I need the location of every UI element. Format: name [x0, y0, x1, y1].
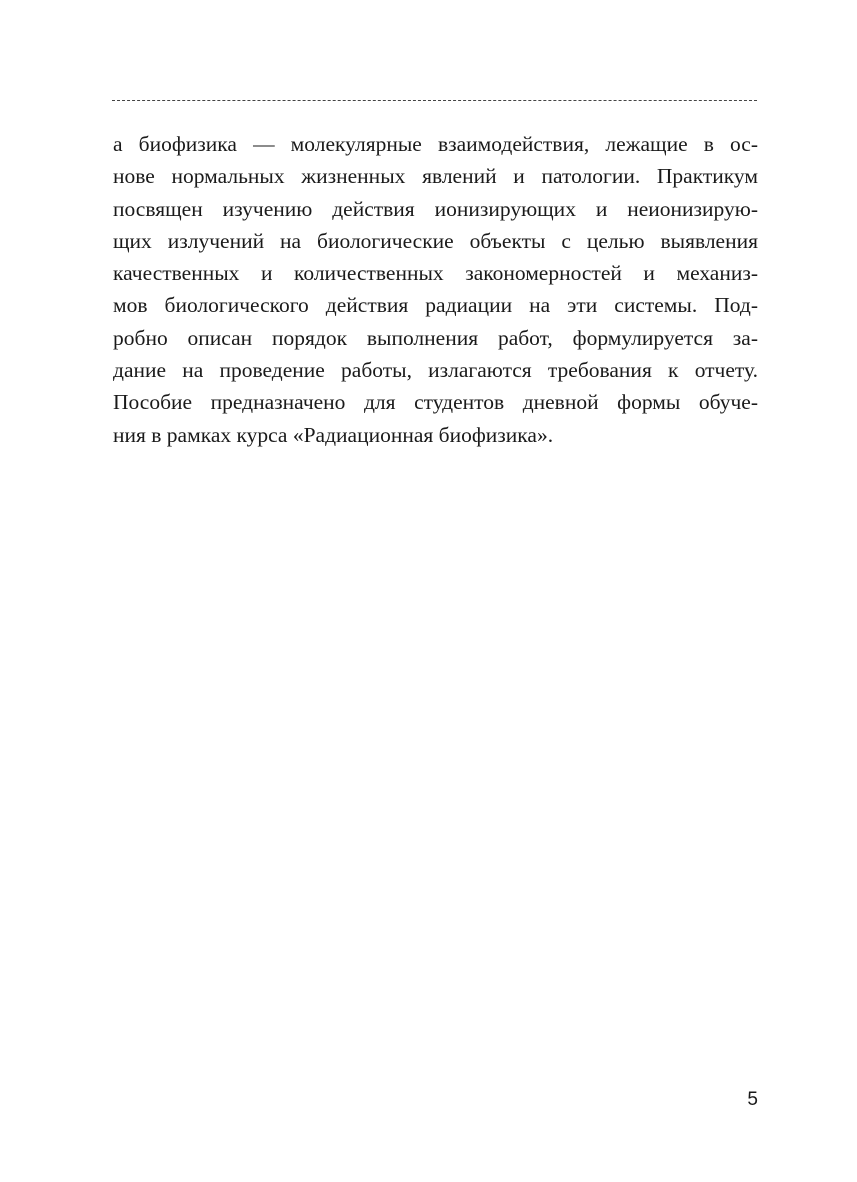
- page-number: 5: [747, 1089, 758, 1110]
- text-line: робно описан порядок выполнения работ, формулируется за-: [113, 325, 758, 350]
- text-line: качественных и количественных закономерностей и механиз-: [113, 261, 758, 286]
- text-line: Пособие предназначено для студентов дневной формы обуче-: [113, 390, 758, 415]
- text-line: дание на проведение работы, излагаются требования к отчету.: [113, 358, 758, 383]
- text-line: ния в рамках курса «Радиационная биофизика».: [113, 422, 554, 447]
- text-line: мов биологического действия радиации на эти системы. Под-: [113, 293, 758, 318]
- text-line: нове нормальных жизненных явлений и патологии. Практикум: [113, 164, 758, 189]
- text-line: а биофизика — молекулярные взаимодействия, лежащие в ос-: [113, 132, 758, 156]
- text-line: щих излучений на биологические объекты с целью выявления: [113, 228, 758, 253]
- header-dashed-rule: [112, 100, 757, 101]
- text-line: посвящен изучению действия ионизирующих и неионизирую-: [113, 196, 758, 221]
- body-paragraph: [113, 128, 758, 451]
